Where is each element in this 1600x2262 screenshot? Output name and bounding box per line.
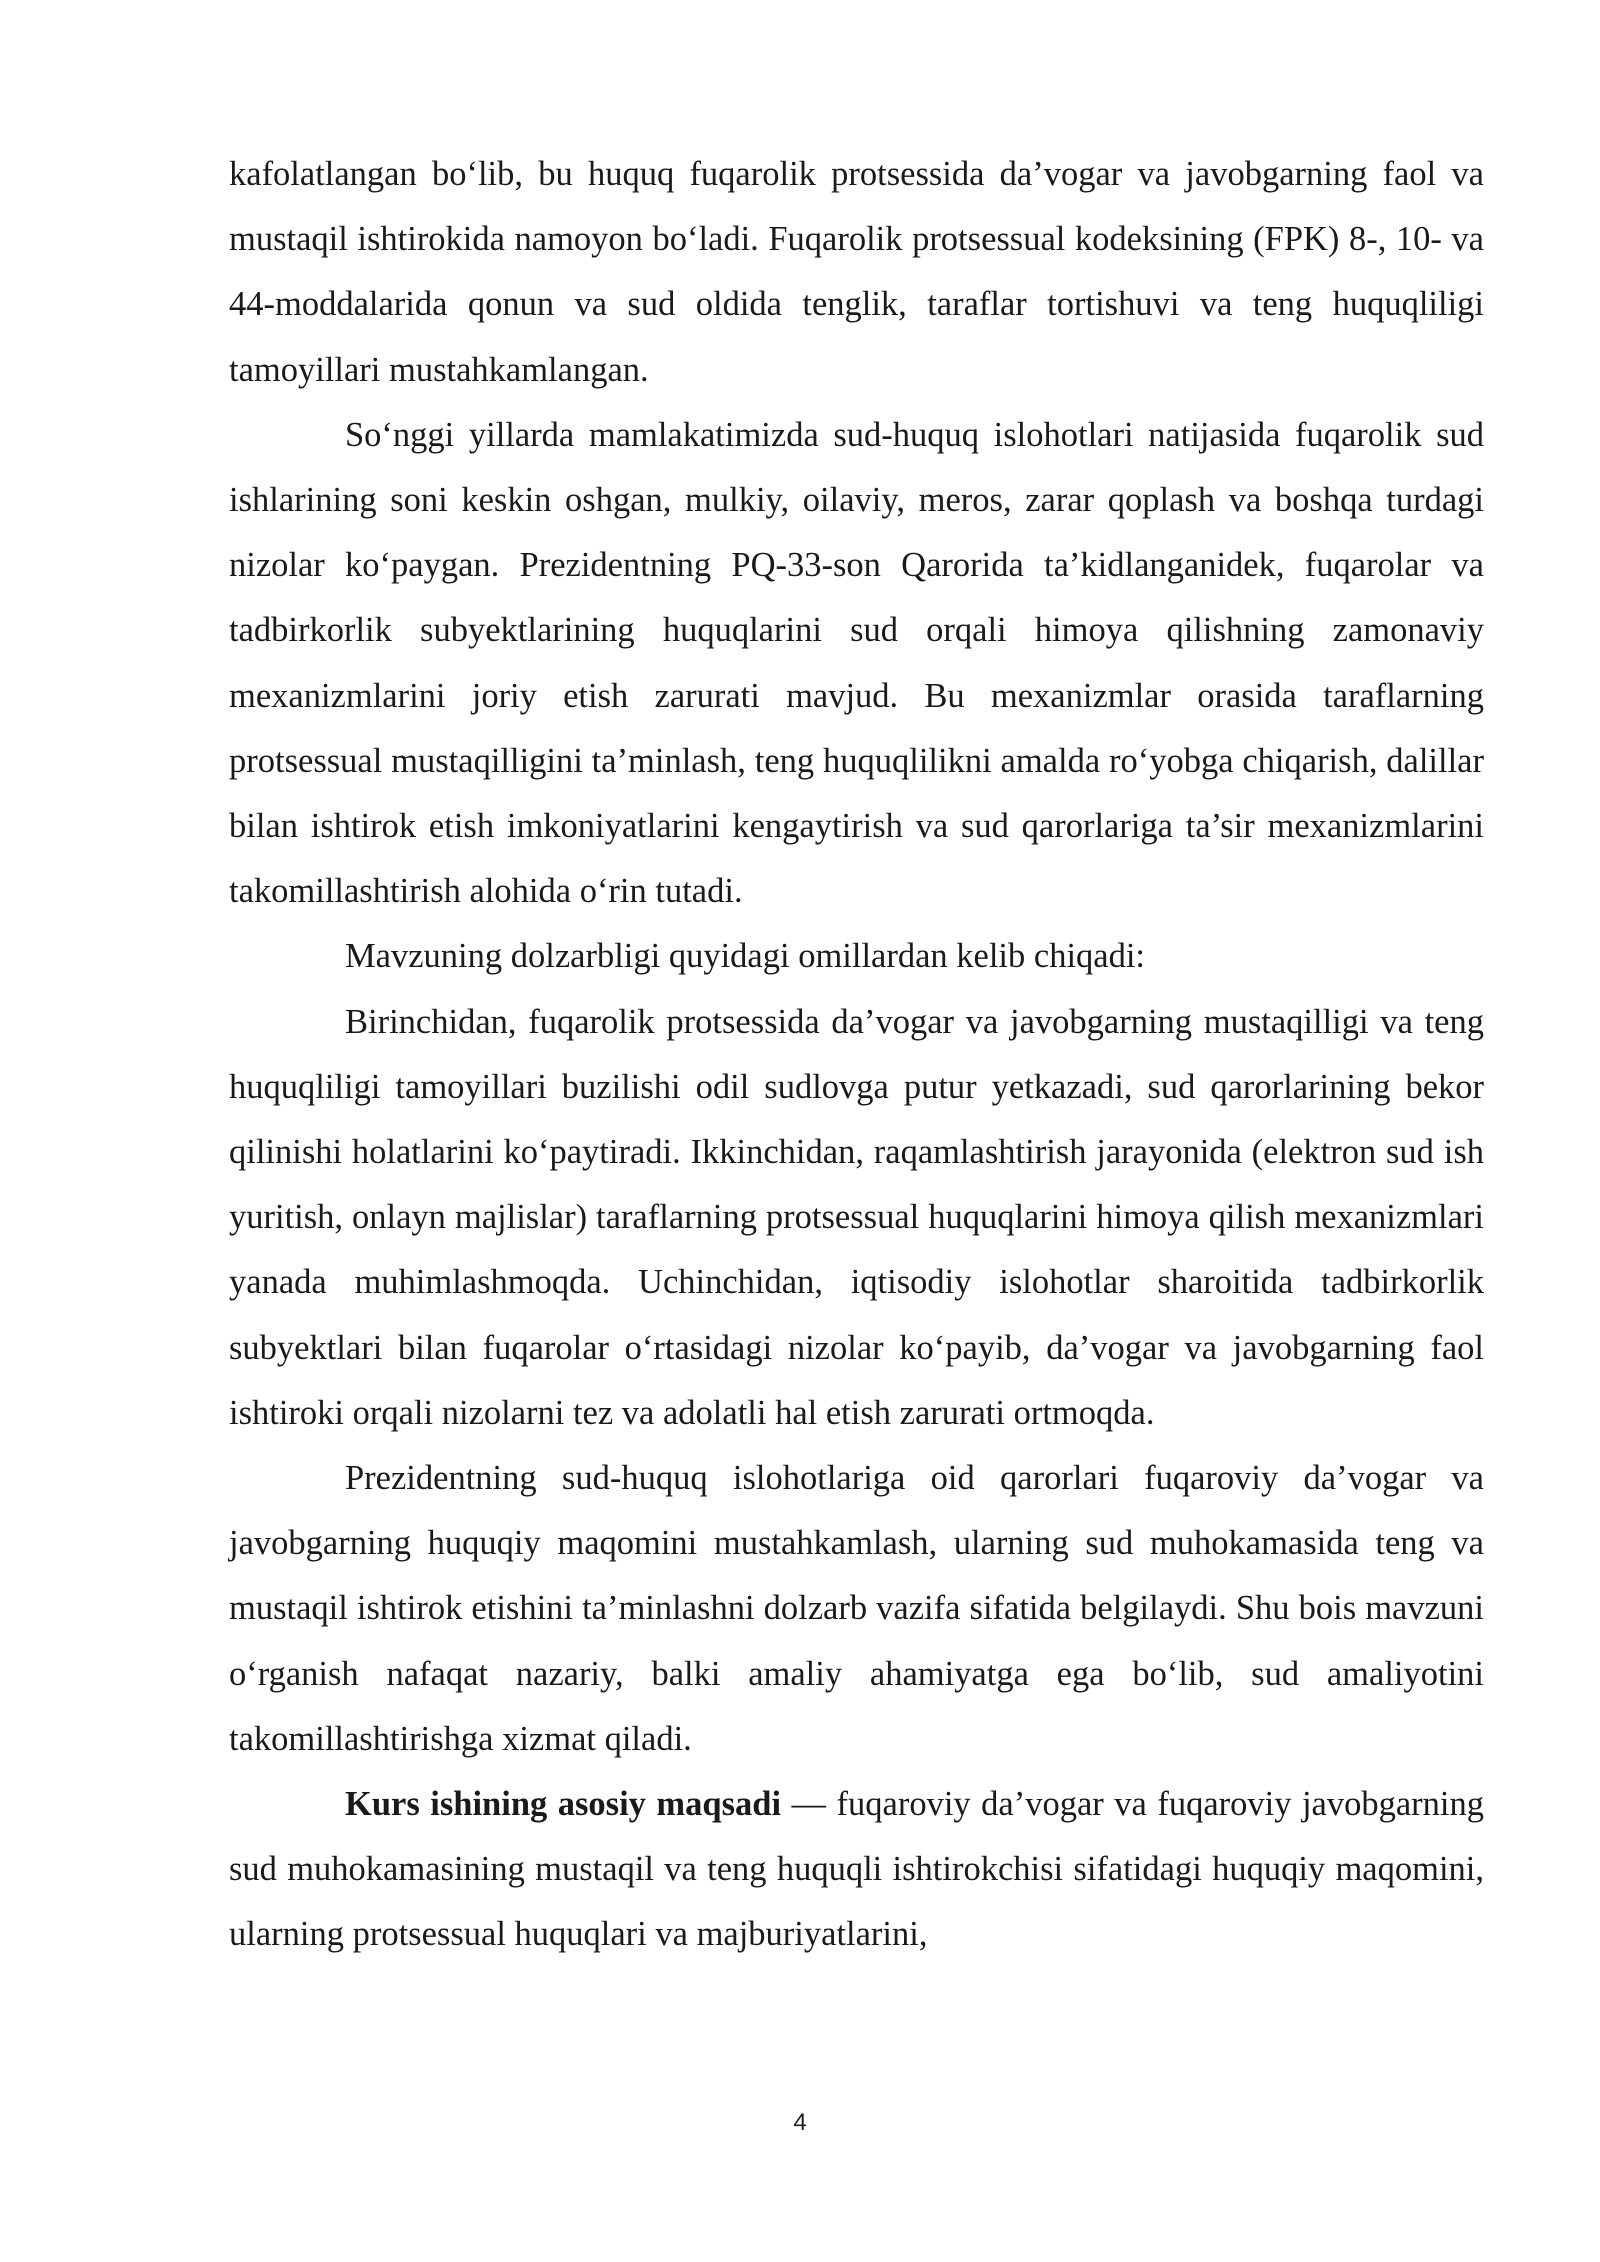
paragraph-relevance-factors: Birinchidan, fuqarolik protsessida da’vogar va javobgarning mustaqilligi va teng huquqliligi tamoyillari buzilishi odil sudlovga putur yetkazadi, sud qarorlarining bekor qilinishi holatlarini ko‘paytiradi. Ikkinchidan, raqamlashtirish jarayonida (elektron sud ish yuritish, onlayn majlislar) taraflarning protsessual huquqlarini himoya qilish mexanizmlari yanada muhimlashmoqda. Uchinchidan, iqtisodiy islohotlar sharoitida tadbirkorlik subyektlari bilan fuqarolar o‘rtasidagi nizolar ko‘payib, da’vogar va javobgarning faol ishtiroki orqali nizolarni tez va adolatli hal etish zarurati ortmoqda. <box>229 1002 1484 1432</box>
paragraph-presidential-decisions: Prezidentning sud-huquq islohotlariga oid qarorlari fuqaroviy da’vogar va javobgarning huquqiy maqomini mustahkamlash, ularning sud muhokamasida teng va mustaqil ishtirok etishini ta’minlashni dolzarb vazifa sifatida belgilaydi. Shu bois mavzuni o‘rganish nafaqat nazariy, balki amaliy ahamiyatga ega bo‘lib, sud amaliyotini takomillashtirishga xizmat qiladi. <box>229 1459 1484 1758</box>
page-body <box>229 142 1484 1968</box>
main-goal-text: — fuqaroviy da’vogar va fuqaroviy javobgarning sud muhokamasining mustaqil va teng huquqli ishtirokchisi sifatidagi huquqiy maqomini, ularning protsessual huquqlari va majburiyatlarini, <box>229 1785 1484 1954</box>
paragraph-main-goal <box>229 1772 1484 1968</box>
page-number: 4 <box>793 2109 807 2136</box>
paragraph-reforms: So‘nggi yillarda mamlakatimizda sud-huquq islohotlari natijasida fuqarolik sud ishlarining soni keskin oshgan, mulkiy, oilaviy, meros, zarar qoplash va boshqa turdagi nizolar ko‘paygan. Prezidentning PQ-33-son Qarorida ta’kidlanganidek, fuqarolar va tadbirkorlik subyektlarining huquqlarini sud orqali himoya qilishning zamonaviy mexanizmlarini joriy etish zarurati mavjud. Bu mexanizmlar orasida taraflarning protsessual mustaqilligini ta’minlash, teng huquqlilikni amalda ro‘yobga chiqarish, dalillar bilan ishtirok etish imkoniyatlarini kengaytirish va sud qarorlariga ta’sir mexanizmlarini takomillashtirish alohida o‘rin tutadi. <box>229 415 1484 911</box>
main-goal-heading: Kurs ishining asosiy maqsadi <box>345 1785 782 1824</box>
paragraph-continuation: kafolatlangan bo‘lib, bu huquq fuqarolik protsessida da’vogar va javobgarning faol va mustaqil ishtirokida namoyon bo‘ladi. Fuqarolik protsessual kodeksining (FPK) 8-, 10- va 44-moddalarida qonun va sud oldida tenglik, taraflar tortishuvi va teng huquqliligi tamoyillari mustahkamlangan. <box>229 155 1484 389</box>
paragraph-relevance-intro: Mavzuning dolzarbligi quyidagi omillardan kelib chiqadi: <box>345 937 1146 976</box>
